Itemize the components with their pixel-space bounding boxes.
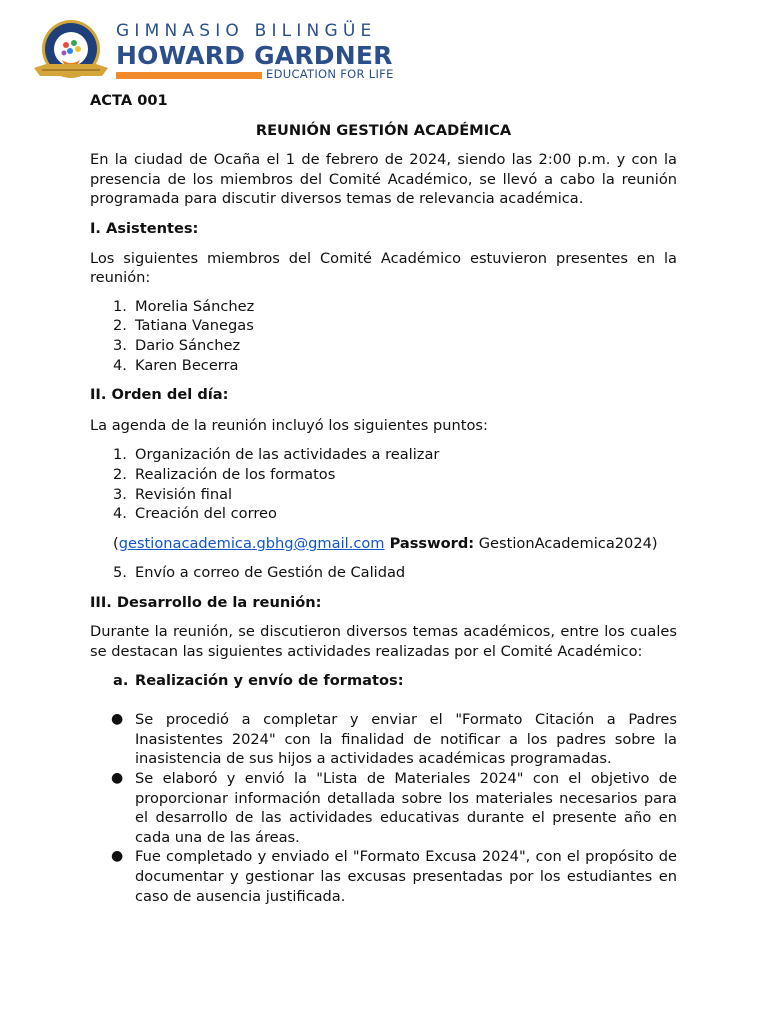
attendees-list	[90, 297, 677, 375]
agenda-item: 1. Organización de las actividades a realizar	[113, 446, 440, 464]
bullet-icon: ●	[111, 770, 124, 787]
agenda-item: 2. Realización de los formatos	[113, 465, 336, 483]
agenda-item: 3. Revisión final	[113, 485, 233, 503]
agenda-list	[90, 445, 677, 523]
orange-accent-bar	[116, 72, 262, 79]
school-seal-logo	[32, 18, 110, 84]
email-credentials-line: (gestionacademica.gbhg@gmail.com Password: GestionAcademica2024)	[113, 534, 658, 552]
attendee-item: 3. Dario Sánchez	[113, 336, 241, 354]
agenda-list-continued	[90, 563, 677, 583]
bullet-icon: ●	[111, 848, 124, 865]
subsection-a-heading: a. Realización y envío de formatos:	[113, 671, 404, 689]
section-development-heading: III. Desarrollo de la reunión:	[90, 593, 322, 611]
school-name-line2: HOWARD GARDNER	[116, 41, 393, 70]
attendee-item: 1. Morelia Sánchez	[113, 297, 255, 315]
document-title: REUNIÓN GESTIÓN ACADÉMICA	[255, 121, 512, 139]
development-intro: Durante la reunión, se discutieron diversos temas académicos, entre los cuales se destacan las siguientes actividades realizadas por el Comité Académico:	[90, 623, 677, 661]
agenda-item: 5. Envío a correo de Gestión de Calidad	[113, 564, 406, 582]
intro-paragraph: En la ciudad de Ocaña el 1 de febrero de 2024, siendo las 2:00 p.m. y con la presencia de los miembros del Comité Académico, se llevó a cabo la reunión programada para discutir diversos temas de relevancia académica.	[90, 151, 677, 208]
bullet-item: ● Se elaboró y envió la "Lista de Materiales 2024" con el objetivo de proporcionar información detallada sobre los materiales necesarios para el desarrollo de las actividades educativas durante el presente año en cada una de las áreas.	[90, 769, 677, 847]
agenda-item: 4. Creación del correo	[113, 505, 277, 523]
bullet-icon: ●	[111, 711, 124, 728]
bullet-item: ● Se procedió a completar y enviar el "Formato Citación a Padres Inasistentes 2024" con la finalidad de notificar a los padres sobre la inasistencia de sus hijos a actividades académicas programadas.	[90, 710, 677, 769]
school-name-line1: GIMNASIO BILINGÜE	[116, 21, 377, 41]
attendee-item: 4. Karen Becerra	[113, 356, 239, 374]
formats-bullet-list	[90, 710, 677, 906]
attendee-item: 2. Tatiana Vanegas	[113, 317, 254, 335]
section-attendees-heading: I. Asistentes:	[90, 219, 199, 237]
school-wordmark	[116, 20, 416, 81]
section-agenda-heading: II. Orden del día:	[90, 386, 229, 404]
password-label: Password:	[384, 534, 475, 552]
attendees-intro: Los siguientes miembros del Comité Académico estuvieron presentes en la reunión:	[90, 249, 677, 287]
email-link[interactable]: gestionacademica.gbhg@gmail.com	[118, 534, 385, 552]
acta-number: ACTA 001	[90, 92, 168, 109]
password-value: GestionAcademica2024)	[474, 534, 658, 552]
school-header	[32, 18, 412, 84]
agenda-intro: La agenda de la reunión incluyó los siguientes puntos:	[90, 416, 488, 434]
bullet-item: ● Fue completado y enviado el "Formato Excusa 2024", con el propósito de documentar y gestionar las excusas presentadas por los estudiantes en caso de ausencia justificada.	[90, 847, 677, 906]
school-tagline: EDUCATION FOR LIFE	[266, 67, 394, 81]
meeting-minutes-document	[90, 91, 677, 906]
